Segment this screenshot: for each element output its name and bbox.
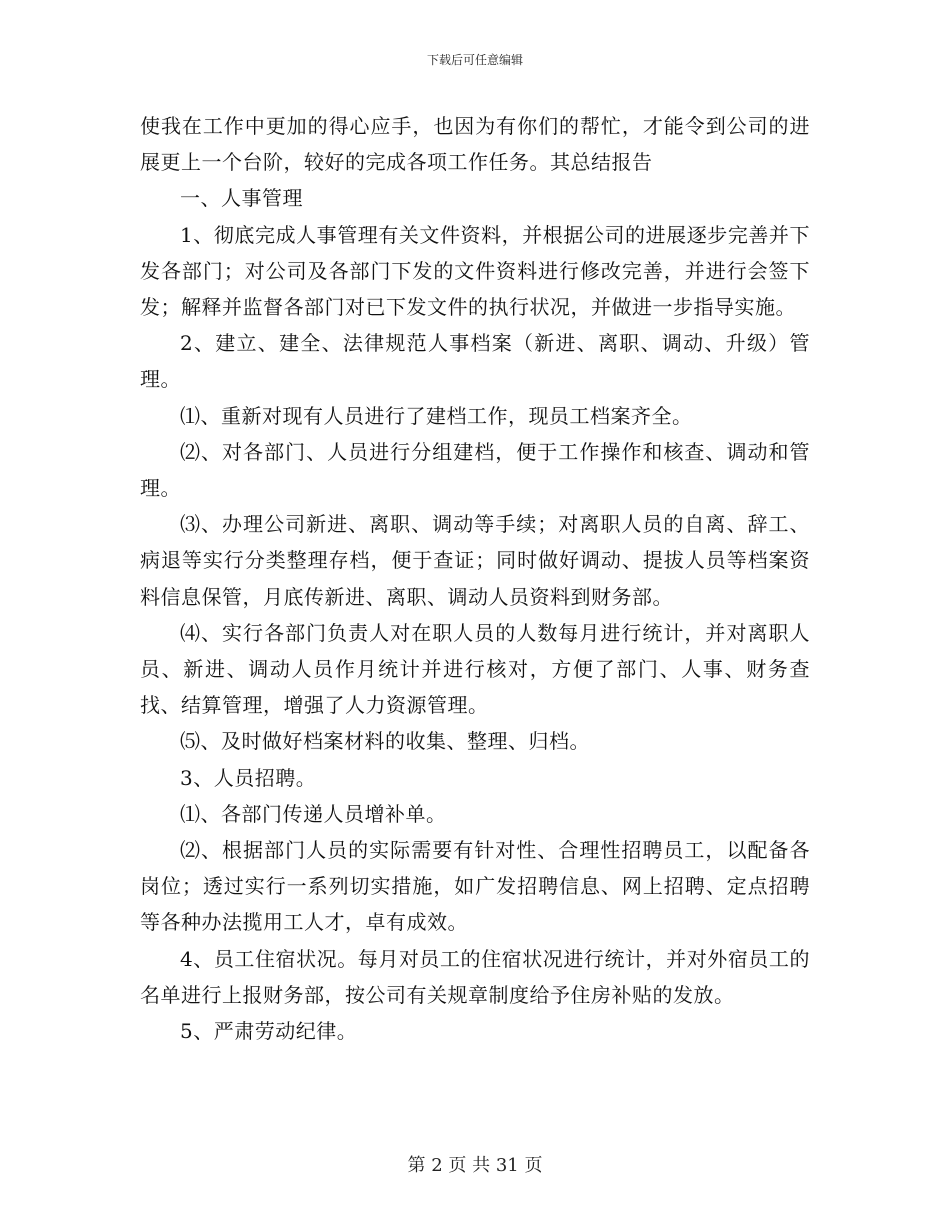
document-body [140,108,810,1049]
paragraph: 使我在工作中更加的得心应手，也因为有你们的帮忙，才能令到公司的进展更上一个台阶，较好的完成各项工作任务。其总结报告 [140,114,810,175]
paragraph: 4、员工住宿状况。每月对员工的住宿状况进行统计，并对外宿员工的名单进行上报财务部，按公司有关规章制度给予住房补贴的发放。 [140,946,810,1007]
paragraph: ⑴、重新对现有人员进行了建档工作，现员工档案齐全。 [180,403,693,428]
paragraph: ⑶、办理公司新进、离职、调动等手续；对离职人员的自离、辞工、病退等实行分类整理存档，便于查证；同时做好调动、提拔人员等档案资料信息保管，月底传新进、离职、调动人员资料到财务部。 [140,512,810,609]
paragraph: ⑵、根据部门人员的实际需要有针对性、合理性招聘员工，以配备各岗位；透过实行一系列切实措施，如广发招聘信息、网上招聘、定点招聘等各种办法揽用工人才，卓有成效。 [140,838,810,935]
paragraph: 1、彻底完成人事管理有关文件资料，并根据公司的进展逐步完善并下发各部门；对公司及各部门下发的文件资料进行修改完善，并进行会签下发；解释并监督各部门对已下发文件的执行状况，并做进一步指导实施。 [140,222,810,320]
paragraph: 3、人员招聘。 [180,765,317,790]
paragraph: ⑸、及时做好档案材料的收集、整理、归档。 [180,729,590,754]
paragraph: 2、建立、建全、法律规范人事档案（新进、离职、调动、升级）管理。 [140,331,810,392]
section-heading: 一、人事管理 [180,186,303,211]
page-number-footer: 第 2 页 共 31 页 [407,1155,543,1176]
paragraph: 5、严肃劳动纪律。 [180,1019,358,1044]
page-header: 下载后可任意编辑 [426,53,523,67]
paragraph: ⑷、实行各部门负责人对在职人员的人数每月进行统计，并对离职人员、新进、调动人员作月统计并进行核对，方便了部门、人事、财务查找、结算管理，增强了人力资源管理。 [140,620,810,718]
paragraph: ⑴、各部门传递人员增补单。 [180,801,447,826]
paragraph: ⑵、对各部门、人员进行分组建档，便于工作操作和核查、调动和管理。 [140,439,810,501]
